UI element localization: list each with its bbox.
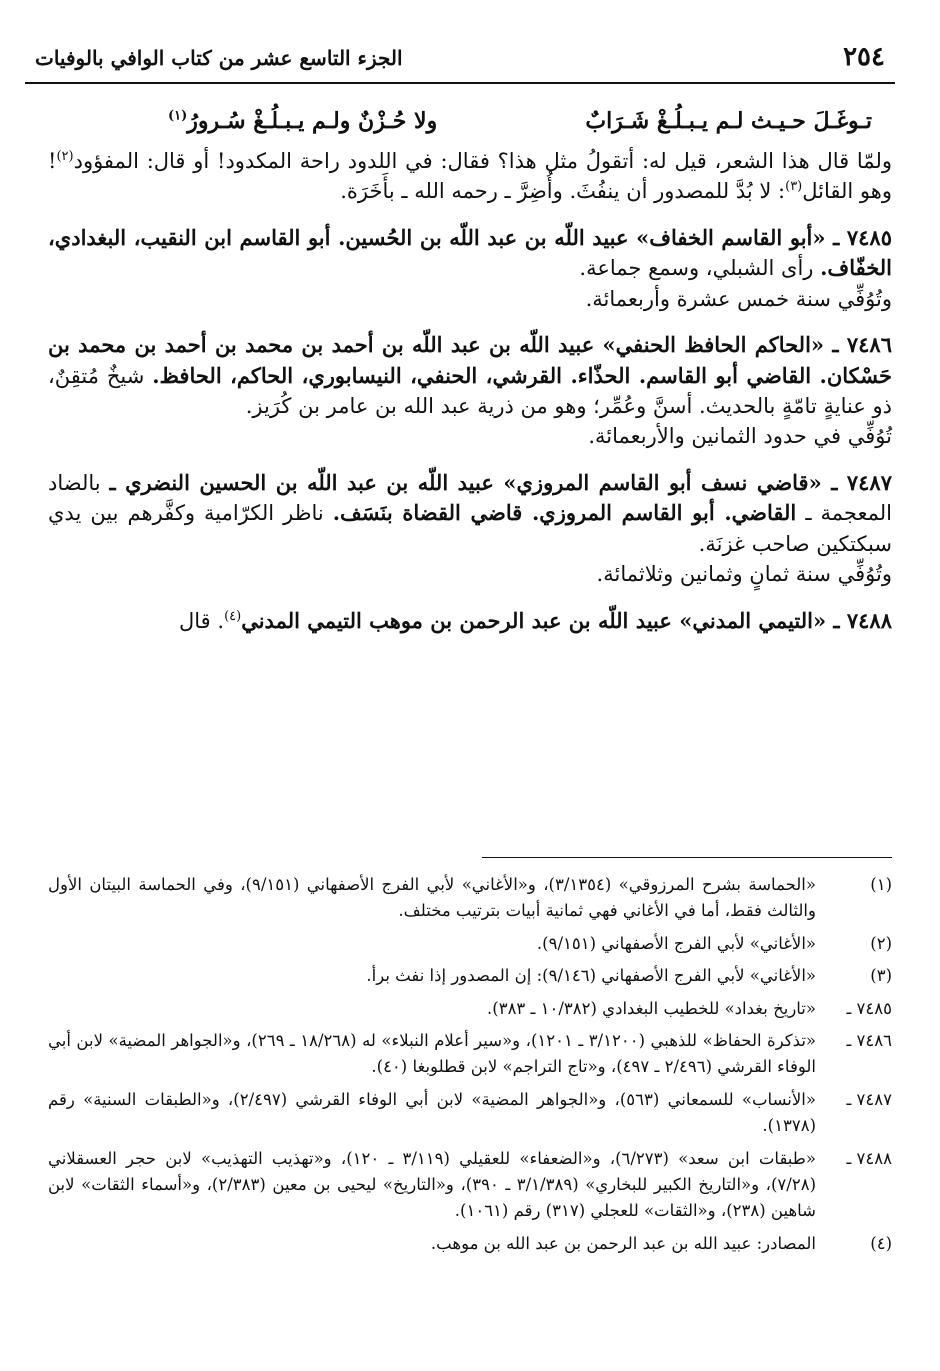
verse-right-hemistich: تـوغَـلَ حـيـث لـم يـبـلُـغْ شَـرَابٌ [585,108,872,134]
entry-heading: ٧٤٨٥ ـ «أبو القاسم الخفاف» عبيد اللّه بن عبد اللّه بن الحُسين. أبو القاسم ابن النقيب، البغدادي، الخفّاف. [48,224,892,281]
footnote-item: (٤) المصادر: عبيد الله بن عبد الرحمن بن عبد الله بن موهب. [430,1233,892,1253]
footnotes [48,872,892,1263]
footnote-item: (٢) «الأغاني» لأبي الفرج الأصفهاني (٩/١٥١). [536,933,892,953]
entry-heading: ٧٤٨٦ ـ «الحاكم الحافظ الحنفي» عبيد اللّه بن عبد اللّه بن أحمد بن محمد بن أحمد بن محمد بن حَسْكان. القاضي أبو القاسم. الحذّاء. القرشي، الحنفي، النيسابوري، الحاكم، الحافظ. [48,332,892,388]
footnote-item: ٧٤٨٨ ـ «طبقات ابن سعد» (٦/٢٧٣)، و«الضعفاء» للعقيلي (٣/١١٩ ـ ١٢٠)، و«تهذيب التهذيب» لابن حجر العسقلاني (٧/٢٨)، و«التاريخ الكبير للبخاري» (٣/١/٣٨٩ ـ ٣٩٠)، و«التاريخ» ليحيى بن معين (٢/٣٨٣)، و«أسماء الثقات» لابن شاهين (٢٣٨)، و«الثقات» للعجلي (٣١٧) رقم (١٠٦١). [48,1148,892,1221]
page-header [25,30,895,84]
poem-verse [48,100,892,146]
footnote-item: (٣) «الأغاني» لأبي الفرج الأصفهاني (٩/١٤٦): إن المصدور إذا نفث برأ. [366,966,892,986]
running-title: الجزء التاسع عشر من كتاب الوافي بالوفيات [35,46,403,70]
entry-body: شيخٌ مُتقِنٌ، ذو عنايةٍ تامّةٍ بالحديث. أسنَّ وعُمِّر؛ وهو من ذرية عبد الله بن عامر بن كُرَيز. [48,363,892,418]
entry-titles: القاضي. أبو القاسم المروزي. قاضي القضاة بنَسَف. [332,500,797,526]
entry-7486 [48,330,892,452]
footnote-ref: (٤) [224,608,242,624]
entry-7488: ٧٤٨٨ ـ «التيمي المدني» عبيد اللّه بن عبد الرحمن بن موهب التيمي المدني$^{(٤)}$. قال [179,607,892,633]
entry-heading: ٧٤٨٨ ـ «التيمي المدني» عبيد اللّه بن عبد الرحمن بن موهب التيمي المدني [241,607,892,633]
verse-left-hemistich: ولا حُـزْنٌ ولـم يـبـلُـغْ سُـرورُ$^{(١)}$ [168,108,438,134]
footnote-ref: (٣) [785,179,803,195]
footnote-item: ٧٤٨٧ ـ «الأنساب» للسمعاني (٥٦٣)، و«الجواهر المضية» لابن أبي الوفاء القرشي (٢/٤٩٧)، و«الطبقات السنية» رقم (١٣٧٨). [48,1089,892,1136]
entry-7485 [48,223,892,314]
footnote-item: ٧٤٨٥ ـ «تاريخ بغداد» للخطيب البغدادي (١٠/٣٨٢ ـ ٣٨٣). [487,998,892,1018]
intro-paragraph: ولمّا قال هذا الشعر، قيل له: أتقولُ مثل هذا؟ فقال: في اللدود راحة المكدود! أو قال: المفؤود$^{(٢)}$! وهو القائل$^{(٣)}$: لا بُدَّ للمصدور أن ينفُثَ. وأُضِرَّ ـ رحمه الله ـ بأَخَرَة. [48,148,892,204]
main-text [48,100,892,636]
entry-death: تُوُفِّي في حدود الثمانين والأربعمائة. [588,424,892,449]
entry-body: رأى الشبلي، وسمع جماعة. [579,256,814,281]
footnote-ref: (١) [168,108,188,124]
entry-death: وتُوُفِّي سنة خمس عشرة وأربعمائة. [585,286,892,311]
footnote-ref: (٢) [56,148,74,164]
footnote-divider [482,857,892,858]
entry-7487 [48,468,892,590]
page-number: ٢٥٤ [843,42,885,72]
entry-body: ناظر الكرّامية وكفَّرهم بين يدي سبكتكين صاحب غزنَة. [48,501,892,556]
entry-heading: ٧٤٨٧ ـ «قاضي نسف أبو القاسم المروزي» عبيد اللّه بن عبد اللّه بن الحسين النضري ـ [109,469,892,495]
entry-note: بالضاد المعجمة ـ [48,470,892,526]
entry-death: وتُوُفِّي سنة ثمانٍ وثمانين وثلاثمائة. [596,562,892,587]
footnote-item: (١) «الحماسة بشرح المرزوقي» (٣/١٣٥٤)، و«الأغاني» لأبي الفرج الأصفهاني (٩/١٥١)، وفي الحماسة البيتان الأول والثالث فقط، أما في الأغاني فهي ثمانية أبيات بترتيب مختلف. [48,875,892,921]
footnote-item: ٧٤٨٦ ـ «تذكرة الحفاظ» للذهبي (٣/١٢٠٠ ـ ١٢٠١)، و«سير أعلام النبلاء» له (١٨/٢٦٨ ـ ٢٦٩)، و«الجواهر المضية» لابن أبي الوفاء القرشي (٢/٤٩٦ ـ ٤٩٧)، و«تاج التراجم» لابن قطلوبغا (٤٠). [48,1030,892,1077]
